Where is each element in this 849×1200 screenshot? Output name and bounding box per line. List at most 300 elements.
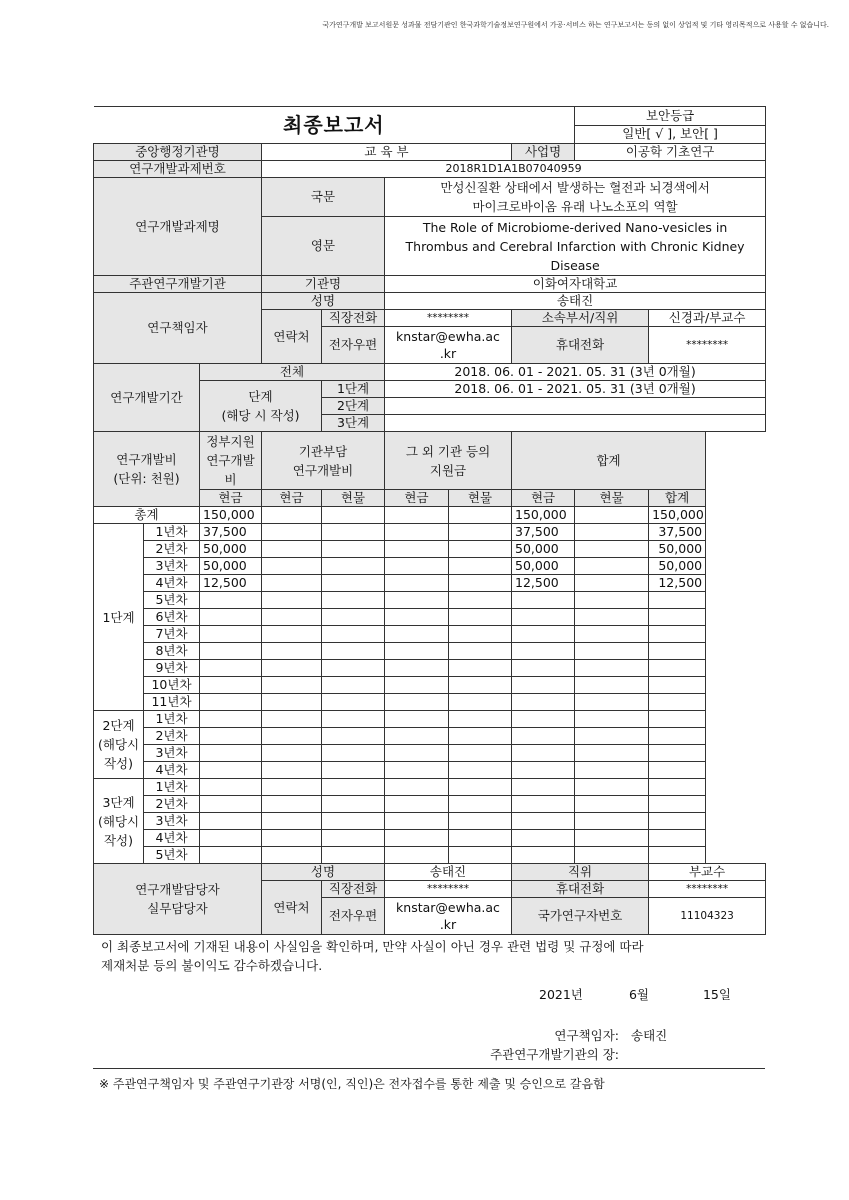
budget-cell	[449, 694, 512, 711]
budget-cell	[385, 830, 449, 847]
budget-cell	[385, 677, 449, 694]
budget-sum-header: 합계	[512, 432, 706, 490]
budget-cell	[322, 847, 385, 864]
budget-sum-cash	[512, 677, 575, 694]
budget-cell	[262, 524, 322, 541]
budget-cell	[262, 796, 322, 813]
manager-email-line: knstar@ewha.ac	[396, 900, 500, 915]
budget-cell	[322, 728, 385, 745]
budget-gov-cash-header: 현금	[200, 490, 262, 507]
budget-gov-header	[200, 432, 262, 490]
budget-year-label: 5년차	[144, 847, 200, 864]
budget-stage-label-line: 작성)	[103, 832, 134, 848]
budget-year-label: 1년차	[144, 779, 200, 796]
budget-cell	[385, 796, 449, 813]
budget-cell	[449, 592, 512, 609]
budget-label-line: (단위: 천원)	[113, 471, 180, 486]
budget-total-sum-cash: 150,000	[512, 507, 575, 524]
period-stage3-label: 3단계	[322, 415, 385, 432]
title-en-line: The Role of Microbiome-derived Nano-vesicles in	[422, 219, 728, 235]
date-day: 15일	[702, 987, 731, 1002]
budget-sum-total	[649, 762, 706, 779]
budget-other-header-line: 지원금	[429, 462, 467, 478]
budget-stage-label-line: 2단계	[102, 718, 135, 733]
budget-total-label: 총계	[94, 507, 200, 524]
budget-cell	[449, 796, 512, 813]
budget-cell	[322, 575, 385, 592]
date-month: 6월	[628, 987, 650, 1002]
statement-line: 제재처분 등의 불이익도 감수하겠습니다.	[101, 958, 323, 973]
manager-mobile-value: ********	[649, 881, 766, 898]
pi-name-value: 송태진	[385, 293, 766, 310]
budget-cell	[575, 796, 649, 813]
budget-inst-header-line: 기관부담	[298, 443, 348, 459]
budget-cell	[322, 677, 385, 694]
budget-cell	[385, 541, 449, 558]
institution-label: 주관연구개발기관	[94, 276, 262, 293]
institution-name-label: 기관명	[262, 276, 385, 293]
budget-sum-total	[649, 847, 706, 864]
budget-cell	[449, 728, 512, 745]
budget-cell	[575, 847, 649, 864]
budget-cell	[575, 694, 649, 711]
budget-cell	[449, 609, 512, 626]
title-en-line: Thrombus and Cerebral Infarction with Chronic Kidney	[405, 238, 745, 254]
budget-cell	[449, 507, 512, 524]
budget-year-label: 1년차	[144, 524, 200, 541]
budget-year-label: 3년차	[144, 813, 200, 830]
budget-stage-label	[94, 711, 144, 779]
budget-sum-cash	[512, 830, 575, 847]
budget-sum-total	[649, 660, 706, 677]
pi-email-value	[385, 327, 512, 364]
budget-inst-header-line: 연구개발비	[292, 462, 354, 478]
budget-cell	[262, 728, 322, 745]
budget-cell	[385, 694, 449, 711]
manager-label-line: 실무담당자	[147, 901, 208, 916]
budget-cell	[385, 558, 449, 575]
sig-head-value	[619, 1045, 631, 1064]
budget-cell	[385, 626, 449, 643]
budget-total-sum-total: 150,000	[649, 507, 706, 524]
manager-office-label: 직장전화	[322, 881, 385, 898]
agency-label: 중앙행정기관명	[94, 144, 262, 161]
budget-cell	[322, 660, 385, 677]
budget-cell	[575, 643, 649, 660]
budget-year-label: 10년차	[144, 677, 200, 694]
budget-cell	[385, 847, 449, 864]
budget-gov-cash: 37,500	[200, 524, 262, 541]
budget-cell	[322, 745, 385, 762]
budget-sum-cash	[512, 813, 575, 830]
budget-gov-cash	[200, 728, 262, 745]
budget-gov-cash	[200, 643, 262, 660]
pi-dept-label: 소속부서/직위	[512, 310, 649, 327]
period-stage-label	[200, 381, 322, 432]
budget-cell	[385, 711, 449, 728]
budget-cell	[322, 609, 385, 626]
budget-cell	[322, 813, 385, 830]
budget-sum-cash	[512, 660, 575, 677]
budget-cell	[262, 847, 322, 864]
budget-sum-total	[649, 830, 706, 847]
budget-sum-total: 37,500	[649, 524, 706, 541]
budget-year-label: 3년차	[144, 745, 200, 762]
budget-cell	[385, 813, 449, 830]
budget-other-header-line: 그 외 기관 등의	[405, 443, 491, 459]
budget-sum-cash: 37,500	[512, 524, 575, 541]
budget-cell	[322, 524, 385, 541]
pi-contact-label: 연락처	[262, 310, 322, 364]
budget-sum-total: 12,500	[649, 575, 706, 592]
budget-cell	[575, 711, 649, 728]
institution-name-value: 이화여자대학교	[385, 276, 766, 293]
budget-sum-cash	[512, 609, 575, 626]
budget-cell	[575, 558, 649, 575]
budget-cell	[575, 813, 649, 830]
budget-stage-label-line: (해당시	[97, 813, 140, 829]
budget-sum-total	[649, 745, 706, 762]
budget-year-label: 3년차	[144, 558, 200, 575]
title-ko-line: 마이크로바이옴 유래 나노소포의 역할	[472, 199, 678, 214]
budget-year-label: 1년차	[144, 711, 200, 728]
project-number-value: 2018R1D1A1B07040959	[262, 161, 766, 178]
budget-sum-cash: 50,000	[512, 541, 575, 558]
budget-inst-cash-header: 현금	[262, 490, 322, 507]
budget-sum-cash	[512, 592, 575, 609]
page-title: 최종보고서	[94, 107, 575, 144]
pi-label: 연구책임자	[94, 293, 262, 364]
budget-year-label: 2년차	[144, 541, 200, 558]
budget-cell	[322, 711, 385, 728]
budget-cell	[262, 677, 322, 694]
budget-year-label: 9년차	[144, 660, 200, 677]
budget-sum-cash	[512, 762, 575, 779]
manager-email-line: .kr	[439, 917, 457, 932]
title-ko-value	[385, 178, 766, 217]
budget-cell	[575, 592, 649, 609]
budget-cell	[575, 524, 649, 541]
budget-other-cash-header: 현금	[385, 490, 449, 507]
manager-email-label: 전자우편	[322, 898, 385, 935]
budget-stage-label	[94, 779, 144, 864]
budget-sum-cash	[512, 626, 575, 643]
budget-cell	[575, 507, 649, 524]
budget-cell	[262, 762, 322, 779]
period-total-label: 전체	[200, 364, 385, 381]
project-number-label: 연구개발과제번호	[94, 161, 262, 178]
budget-cell	[322, 643, 385, 660]
pi-dept-value: 신경과/부교수	[649, 310, 766, 327]
date-year: 2021년	[539, 987, 583, 1002]
budget-cell	[262, 830, 322, 847]
sig-pi-value: 송태진	[631, 1028, 668, 1043]
budget-cell	[262, 558, 322, 575]
budget-cell	[449, 524, 512, 541]
budget-gov-cash: 12,500	[200, 575, 262, 592]
budget-year-label: 4년차	[144, 762, 200, 779]
period-stage-label-line: 단계	[248, 389, 273, 404]
budget-total-gov: 150,000	[200, 507, 262, 524]
manager-label	[94, 864, 262, 935]
budget-gov-cash	[200, 711, 262, 728]
budget-sum-total	[649, 779, 706, 796]
budget-year-label: 5년차	[144, 592, 200, 609]
pi-email-line: .kr	[439, 346, 457, 361]
budget-cell	[449, 762, 512, 779]
budget-gov-cash	[200, 813, 262, 830]
manager-pos-value: 부교수	[649, 864, 766, 881]
budget-gov-cash	[200, 830, 262, 847]
budget-cell	[449, 626, 512, 643]
budget-sum-cash	[512, 779, 575, 796]
period-stage1-value: 2018. 06. 01 - 2021. 05. 31 (3년 0개월)	[385, 381, 766, 398]
budget-cell	[262, 626, 322, 643]
budget-cell	[449, 830, 512, 847]
copyright-notice: 국가연구개발 보고서원문 성과물 전담기관인 한국과학기술정보연구원에서 가공·서비스 하는 연구보고서는 동의 없이 상업적 및 기타 영리목적으로 사용할 수 없습니다.	[322, 21, 829, 29]
budget-cell	[385, 507, 449, 524]
budget-cell	[385, 609, 449, 626]
budget-sum-cash	[512, 745, 575, 762]
budget-cell	[575, 575, 649, 592]
budget-gov-cash	[200, 779, 262, 796]
manager-mobile-label: 휴대전화	[512, 881, 649, 898]
budget-cell	[449, 813, 512, 830]
budget-cell	[385, 660, 449, 677]
pi-office-value: ********	[385, 310, 512, 327]
report-table	[93, 106, 766, 935]
budget-cell	[385, 762, 449, 779]
budget-cell	[385, 745, 449, 762]
budget-gov-cash	[200, 626, 262, 643]
pi-email-line: knstar@ewha.ac	[396, 329, 500, 344]
budget-cell	[262, 507, 322, 524]
budget-sum-total: 50,000	[649, 558, 706, 575]
pi-office-label: 직장전화	[322, 310, 385, 327]
budget-sum-inkind-header: 현물	[575, 490, 649, 507]
period-label: 연구개발기간	[94, 364, 200, 432]
budget-cell	[449, 541, 512, 558]
budget-cell	[385, 592, 449, 609]
budget-gov-cash: 50,000	[200, 541, 262, 558]
budget-cell	[262, 813, 322, 830]
budget-cell	[262, 711, 322, 728]
budget-year-label: 11년차	[144, 694, 200, 711]
budget-cell	[385, 643, 449, 660]
budget-cell	[449, 847, 512, 864]
budget-cell	[449, 711, 512, 728]
budget-cell	[575, 762, 649, 779]
budget-cell	[322, 779, 385, 796]
budget-cell	[322, 558, 385, 575]
budget-cell	[449, 575, 512, 592]
budget-sum-total	[649, 626, 706, 643]
budget-cell	[449, 558, 512, 575]
budget-stage-label-line: (해당시	[97, 737, 140, 752]
budget-stage-label-line: 3단계	[102, 794, 135, 810]
agency-value: 교 육 부	[262, 144, 512, 161]
budget-gov-cash	[200, 796, 262, 813]
budget-year-label: 8년차	[144, 643, 200, 660]
budget-stage-label-line: 1단계	[102, 609, 135, 625]
manager-natid-label: 국가연구자번호	[512, 898, 649, 935]
budget-cell	[575, 677, 649, 694]
budget-gov-cash	[200, 694, 262, 711]
budget-cell	[449, 660, 512, 677]
budget-inst-inkind-header: 현물	[322, 490, 385, 507]
budget-cell	[322, 830, 385, 847]
period-stage1-label: 1단계	[322, 381, 385, 398]
budget-cell	[322, 694, 385, 711]
project-title-label: 연구개발과제명	[94, 178, 262, 276]
budget-sum-total	[649, 677, 706, 694]
budget-cell	[385, 728, 449, 745]
sig-head-label: 주관연구개발기관의 장:	[490, 1047, 619, 1062]
manager-email-value	[385, 898, 512, 935]
budget-gov-cash	[200, 592, 262, 609]
budget-sum-total-header: 합계	[649, 490, 706, 507]
budget-cell	[322, 796, 385, 813]
manager-label-line: 연구개발담당자	[135, 882, 220, 897]
manager-name-label: 성명	[262, 864, 385, 881]
budget-cell	[262, 643, 322, 660]
budget-cell	[385, 575, 449, 592]
manager-office-value: ********	[385, 881, 512, 898]
budget-year-label: 4년차	[144, 830, 200, 847]
budget-cell	[449, 677, 512, 694]
budget-sum-cash-header: 현금	[512, 490, 575, 507]
statement-date	[99, 985, 765, 1004]
budget-gov-header-line: 정부지원	[206, 434, 255, 449]
budget-sum-total	[649, 694, 706, 711]
manager-pos-label: 직위	[512, 864, 649, 881]
period-stage2-label: 2단계	[322, 398, 385, 415]
budget-year-label: 4년차	[144, 575, 200, 592]
budget-cell	[575, 779, 649, 796]
budget-gov-cash	[200, 660, 262, 677]
budget-sum-cash	[512, 847, 575, 864]
budget-cell	[385, 524, 449, 541]
security-grade-value: 일반[ √ ], 보안[ ]	[575, 125, 766, 144]
budget-cell	[449, 745, 512, 762]
budget-stage-label-line: 작성)	[103, 756, 134, 771]
budget-other-inkind-header: 현물	[449, 490, 512, 507]
budget-label	[94, 432, 200, 507]
budget-cell	[385, 779, 449, 796]
budget-sum-total	[649, 796, 706, 813]
budget-cell	[322, 626, 385, 643]
budget-sum-cash	[512, 796, 575, 813]
budget-cell	[322, 762, 385, 779]
budget-year-label: 2년차	[144, 728, 200, 745]
budget-sum-cash	[512, 643, 575, 660]
budget-stage-label	[94, 524, 144, 711]
budget-cell	[262, 745, 322, 762]
budget-cell	[322, 592, 385, 609]
pi-name-label: 성명	[262, 293, 385, 310]
sig-pi-label: 연구책임자:	[554, 1028, 619, 1043]
budget-sum-cash	[512, 694, 575, 711]
budget-sum-total	[649, 643, 706, 660]
budget-gov-header-line: 연구개발비	[206, 453, 255, 487]
signatures	[99, 1026, 765, 1064]
budget-cell	[262, 609, 322, 626]
pi-mobile-value: ********	[649, 327, 766, 364]
budget-cell	[449, 779, 512, 796]
pi-email-label: 전자우편	[322, 327, 385, 364]
budget-year-label: 6년차	[144, 609, 200, 626]
budget-sum-total: 50,000	[649, 541, 706, 558]
budget-inst-header	[262, 432, 385, 490]
budget-cell	[262, 779, 322, 796]
title-en-value	[385, 217, 766, 276]
budget-gov-cash: 50,000	[200, 558, 262, 575]
program-label: 사업명	[512, 144, 575, 161]
budget-sum-total	[649, 813, 706, 830]
final-report-form	[93, 106, 765, 1092]
budget-cell	[575, 745, 649, 762]
budget-label-line: 연구개발비	[116, 452, 177, 467]
budget-sum-cash: 50,000	[512, 558, 575, 575]
statement-line: 이 최종보고서에 기재된 내용이 사실임을 확인하며, 만약 사실이 아닌 경우 관련 법령 및 규정에 따라	[101, 939, 644, 954]
budget-sum-cash	[512, 728, 575, 745]
budget-cell	[575, 541, 649, 558]
pi-mobile-label: 휴대전화	[512, 327, 649, 364]
budget-gov-cash	[200, 762, 262, 779]
budget-cell	[575, 660, 649, 677]
period-total-value: 2018. 06. 01 - 2021. 05. 31 (3년 0개월)	[385, 364, 766, 381]
budget-cell	[262, 694, 322, 711]
budget-year-label: 2년차	[144, 796, 200, 813]
period-stage3-value	[385, 415, 766, 432]
security-grade-label: 보안등급	[575, 107, 766, 126]
budget-year-label: 7년차	[144, 626, 200, 643]
confirmation-statement	[93, 935, 765, 1069]
budget-cell	[575, 609, 649, 626]
program-value: 이공학 기초연구	[575, 144, 766, 161]
budget-cell	[575, 626, 649, 643]
budget-gov-cash	[200, 677, 262, 694]
budget-sum-total	[649, 609, 706, 626]
budget-gov-cash	[200, 745, 262, 762]
budget-sum-cash: 12,500	[512, 575, 575, 592]
budget-gov-cash	[200, 609, 262, 626]
budget-sum-total	[649, 711, 706, 728]
budget-cell	[322, 507, 385, 524]
budget-cell	[575, 830, 649, 847]
title-en-line: Disease	[550, 257, 600, 273]
period-stage-label-line: (해당 시 작성)	[221, 408, 300, 423]
title-en-label: 영문	[262, 217, 385, 276]
title-ko-label: 국문	[262, 178, 385, 217]
budget-other-header	[385, 432, 512, 490]
budget-gov-cash	[200, 847, 262, 864]
budget-sum-total	[649, 728, 706, 745]
manager-name-value: 송태진	[385, 864, 512, 881]
budget-cell	[262, 541, 322, 558]
budget-cell	[322, 541, 385, 558]
budget-cell	[262, 575, 322, 592]
budget-cell	[262, 592, 322, 609]
manager-contact-label: 연락처	[262, 881, 322, 935]
budget-sum-cash	[512, 711, 575, 728]
title-ko-line: 만성신질환 상태에서 발생하는 혈전과 뇌경색에서	[440, 180, 710, 195]
budget-sum-total	[649, 592, 706, 609]
budget-cell	[262, 660, 322, 677]
budget-cell	[575, 728, 649, 745]
footnote: ※ 주관연구책임자 및 주관연구기관장 서명(인, 직인)은 전자접수를 통한 제출 및 승인으로 갈음함	[99, 1077, 605, 1091]
manager-natid-value: 11104323	[649, 898, 766, 935]
